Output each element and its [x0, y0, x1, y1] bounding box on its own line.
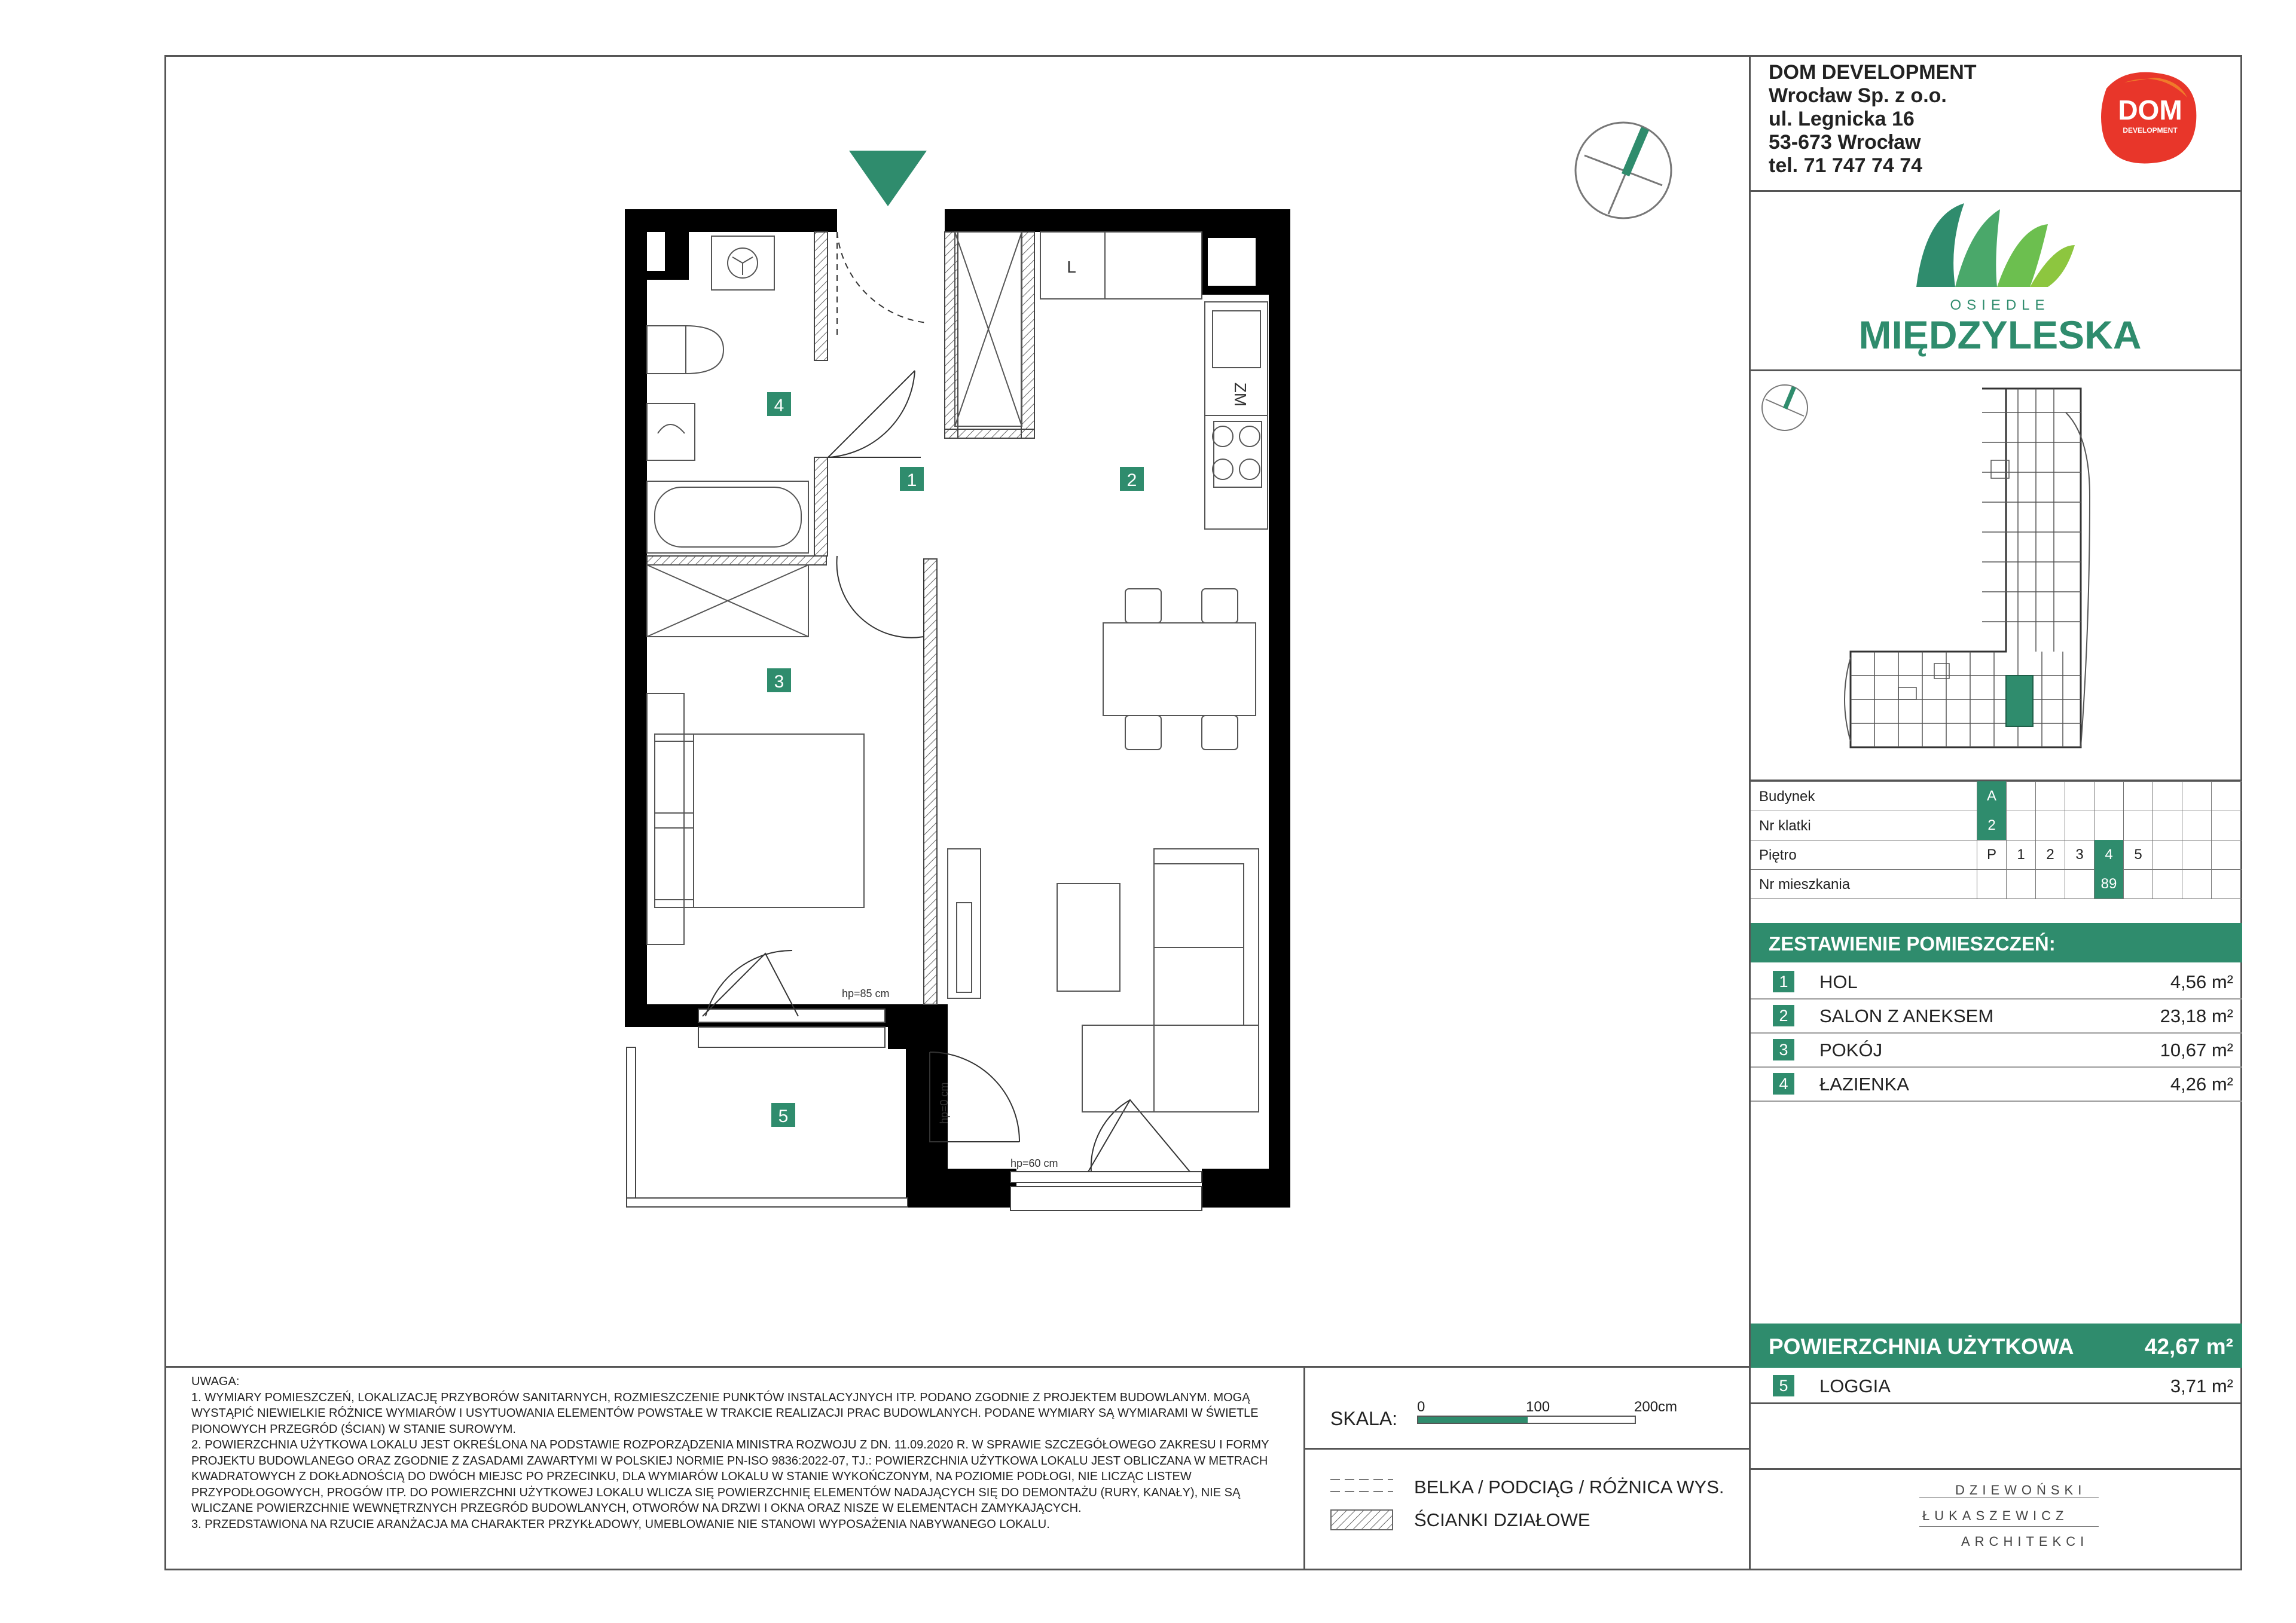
info-cell: [2211, 840, 2240, 869]
info-cell: P: [1977, 840, 2006, 869]
room-area: 4,56 m²: [2170, 971, 2233, 992]
info-cell: [2182, 840, 2211, 869]
info-cell: [2065, 781, 2094, 811]
brand-prefix: OSIEDLE: [1950, 297, 2050, 313]
architect-line3: ARCHITEKCI: [1961, 1534, 2089, 1549]
info-cell: [2006, 811, 2035, 840]
info-row: [1751, 781, 2242, 811]
room-name: POKÓJ: [1819, 1040, 1883, 1060]
key-plan-apartment-highlight: [2006, 676, 2033, 726]
room-row: [1751, 998, 2242, 1034]
window-height-label-2: hp=60 cm: [1010, 1157, 1058, 1169]
room-name: ŁAZIENKA: [1819, 1074, 1909, 1095]
entrance-marker-icon: [849, 151, 927, 206]
loggia-name: LOGGIA: [1819, 1376, 1891, 1396]
info-cell: [2094, 811, 2123, 840]
company-street: ul. Legnicka 16: [1769, 108, 1915, 130]
info-cell: [2182, 869, 2211, 898]
room-label-4: 4: [774, 396, 784, 415]
info-cell: [2094, 781, 2123, 811]
room-name: HOL: [1819, 971, 1858, 992]
info-cell: 89: [2094, 869, 2123, 898]
room-label-2: 2: [1126, 470, 1137, 490]
info-cell: 1: [2006, 840, 2035, 869]
info-cell: [2182, 811, 2211, 840]
note-3: 3. PRZEDSTAWIONA NA RZUCIE ARANŻACJA MA CHARAKTER PRZYKŁADOWY, UMEBLOWANIE NIE STANOWI WYPOSAŻENIA NABYWANEGO LOKALU.: [191, 1517, 1050, 1531]
info-cell: [2006, 781, 2035, 811]
note-2: 2. POWIERZCHNIA UŻYTKOWA LOKALU JEST OKREŚLONA NA PODSTAWIE ROZPORZĄDZENIA MINISTRA ROZWOJU Z DN. 11.09.2020 R. W SPRAWIE SZCZEGÓŁOWEGO ZAKRESU I FORMY PROJEKTU BUDOWLANEGO ORAZ ZGODNIE Z ZASADAMI ZAWARTYMI W POLSKIEJ NORMIE PN-ISO 9836:2022-07, TJ.: POWIERZCHNIA UŻYTKOWA LOKALU JEST OBLICZANA W METRACH KWADRATOWYCH Z DOKŁADNOŚCIĄ DO DWÓCH MIEJSC PO PRZECINKU, DLA WYMIARÓW LOKALU W STANIE WYKOŃCZONYM, NA POZIOMIE PODŁOGI, NIE LICZĄC LISTEW PRZYPODŁOGOWYCH, PROGÓW ITP. DO POWIERZCHNI UŻYTKOWEJ LOKALU WLICZA SIĘ POWIERZCHNIĘ ELEMENTÓW NADAJĄCYCH SIĘ DO DEMONTAŻU (RURY, KANAŁY), NIE SĄ WLICZANE POWIERZCHNIE WEWNĘTRZNYCH PRZEGRÓD BUDOWLANYCH, OTWORÓW NA DRZWI I OKNA ORAZ NISZE W ELEMENTACH ZAMYKAJĄCYCH.: [191, 1438, 1269, 1515]
dining-table: [1103, 589, 1256, 750]
scale-tick-0: 0: [1417, 1399, 1425, 1415]
scale-legend-divider: [1303, 1448, 1750, 1450]
total-area-bar: [1751, 1324, 2242, 1368]
door-height-label: hp=0 cm: [938, 1082, 950, 1124]
dashed-line-legend-icon: [1330, 1477, 1393, 1494]
window-height-label-1: hp=85 cm: [842, 988, 890, 1000]
info-cell: [2152, 840, 2182, 869]
partition-walls: [647, 232, 1034, 1004]
info-cell: [2123, 869, 2152, 898]
company-address: [1769, 61, 1977, 178]
room-number: 1: [1773, 971, 1794, 992]
room-name: SALON Z ANEKSEM: [1819, 1005, 1994, 1026]
osiedle-miedzyleska-logo: [1851, 191, 2150, 371]
notes-scale-divider: [1303, 1366, 1305, 1570]
info-cell: [2182, 781, 2211, 811]
info-row: [1751, 811, 2242, 840]
info-cell: [2035, 811, 2065, 840]
info-cell: [1977, 869, 2006, 898]
info-cell: 2: [2035, 840, 2065, 869]
company-name: DOM DEVELOPMENT: [1769, 61, 1977, 84]
dom-development-logo: [2089, 65, 2208, 172]
info-cell: [2211, 781, 2240, 811]
notes-divider: [164, 1366, 1750, 1368]
info-cell: [2211, 869, 2240, 898]
info-cell: [2035, 781, 2065, 811]
info-cell: [2152, 811, 2182, 840]
room-area: 4,26 m²: [2170, 1074, 2233, 1095]
room-label-5: 5: [778, 1107, 789, 1126]
info-row: [1751, 840, 2242, 869]
scale-label: SKALA:: [1330, 1408, 1398, 1429]
rooms-heading: ZESTAWIENIE POMIESZCZEŃ:: [1769, 933, 2056, 955]
notes-heading: UWAGA:: [191, 1375, 240, 1388]
fridge-label: L: [1067, 258, 1076, 276]
bathroom-fixtures: [647, 236, 808, 637]
company-city: 53-673 Wrocław: [1769, 131, 1921, 154]
info-row-label: Budynek: [1759, 788, 1815, 805]
legend-hatched-label: ŚCIANKI DZIAŁOWE: [1414, 1509, 1590, 1530]
rooms-heading-bar: [1751, 923, 2242, 962]
info-cell: [2065, 869, 2094, 898]
room-row: [1751, 1032, 2242, 1068]
architect-line1: DZIEWOŃSKI: [1955, 1483, 2087, 1497]
info-cell: [2152, 869, 2182, 898]
loggia-bottom-divider: [1749, 1402, 2242, 1404]
loggia-number: 5: [1773, 1375, 1794, 1396]
company-phone: tel. 71 747 74 74: [1769, 154, 1923, 177]
dom-logo-sub: DEVELOPMENT: [2123, 126, 2178, 135]
room-number: 4: [1773, 1073, 1794, 1095]
info-row-label: Nr klatki: [1759, 818, 1811, 834]
bedroom-furniture: [647, 693, 864, 945]
info-cell: [2035, 869, 2065, 898]
room-area: 10,67 m²: [2160, 1040, 2233, 1060]
info-cell: [2123, 781, 2152, 811]
info-cell: [2065, 811, 2094, 840]
dishwasher-label: ZM: [1231, 382, 1250, 407]
apartment-info-table: [1751, 781, 2242, 901]
info-cell: 5: [2123, 840, 2152, 869]
room-number: 2: [1773, 1005, 1794, 1026]
info-cell: [2006, 869, 2035, 898]
company-line2: Wrocław Sp. z o.o.: [1769, 84, 1947, 107]
hatch-legend-icon: [1330, 1509, 1393, 1530]
room-label-3: 3: [774, 672, 784, 692]
info-cell: 2: [1977, 811, 2006, 840]
living-furniture: [948, 849, 1259, 1112]
loggia-area: 3,71 m²: [2170, 1376, 2233, 1396]
info-row-label: Piętro: [1759, 847, 1797, 863]
scale-bar: [1417, 1416, 1636, 1424]
info-row: [1751, 869, 2242, 898]
legend-dashed-label: BELKA / PODCIĄG / RÓŻNICA WYS.: [1414, 1477, 1724, 1497]
room-area: 23,18 m²: [2160, 1005, 2233, 1026]
loggia-row: [1751, 1368, 2242, 1402]
info-cell: [2152, 781, 2182, 811]
info-cell: 4: [2094, 840, 2123, 869]
total-area-label: POWIERZCHNIA UŻYTKOWA: [1769, 1334, 2074, 1359]
room-number: 3: [1773, 1039, 1794, 1060]
architect-logo: [1913, 1480, 2111, 1557]
scale-tick-200: 200cm: [1634, 1399, 1678, 1415]
building-key-plan: [1755, 377, 2233, 777]
info-cell: [2123, 811, 2152, 840]
key-plan-north-arrow-icon: [1762, 385, 1808, 430]
notes-block: [191, 1374, 1297, 1532]
info-cell: 3: [2065, 840, 2094, 869]
scale-tick-100: 100: [1526, 1399, 1550, 1415]
info-row-label: Nr mieszkania: [1759, 876, 1851, 893]
architect-divider: [1749, 1468, 2242, 1470]
note-1: 1. WYMIARY POMIESZCZEŃ, LOKALIZACJĘ PRZYBORÓW SANITARNYCH, ROZMIESZCZENIE PUNKTÓW INSTALACYJNYCH ITP. PODANO ZGODNIE Z PROJEKTEM BUDOWLANYM. MOGĄ WYSTĄPIĆ NIEWIELKIE RÓŻNICE WYMIARÓW I USYTUOWANIA ELEMENTÓW POWSTAŁE W TRAKCIE REALIZACJI PRAC BUDOWLANYCH. PODANE WYMIARY SĄ WYMIARAMI W ŚWIETLE PIONOWYCH PRZEGRÓD (ŚCIAN) W STANIE SUROWYM.: [191, 1390, 1259, 1436]
room-row: [1751, 964, 2242, 1000]
dom-logo-main: DOM: [2118, 94, 2182, 126]
room-label-1: 1: [906, 470, 917, 490]
total-area-value: 42,67 m²: [2144, 1334, 2233, 1359]
info-cell: A: [1977, 781, 2006, 811]
architect-line2: ŁUKASZEWICZ: [1922, 1508, 2069, 1523]
room-row: [1751, 1066, 2242, 1102]
info-cell: [2211, 811, 2240, 840]
brand-name: MIĘDZYLESKA: [1858, 313, 2142, 357]
